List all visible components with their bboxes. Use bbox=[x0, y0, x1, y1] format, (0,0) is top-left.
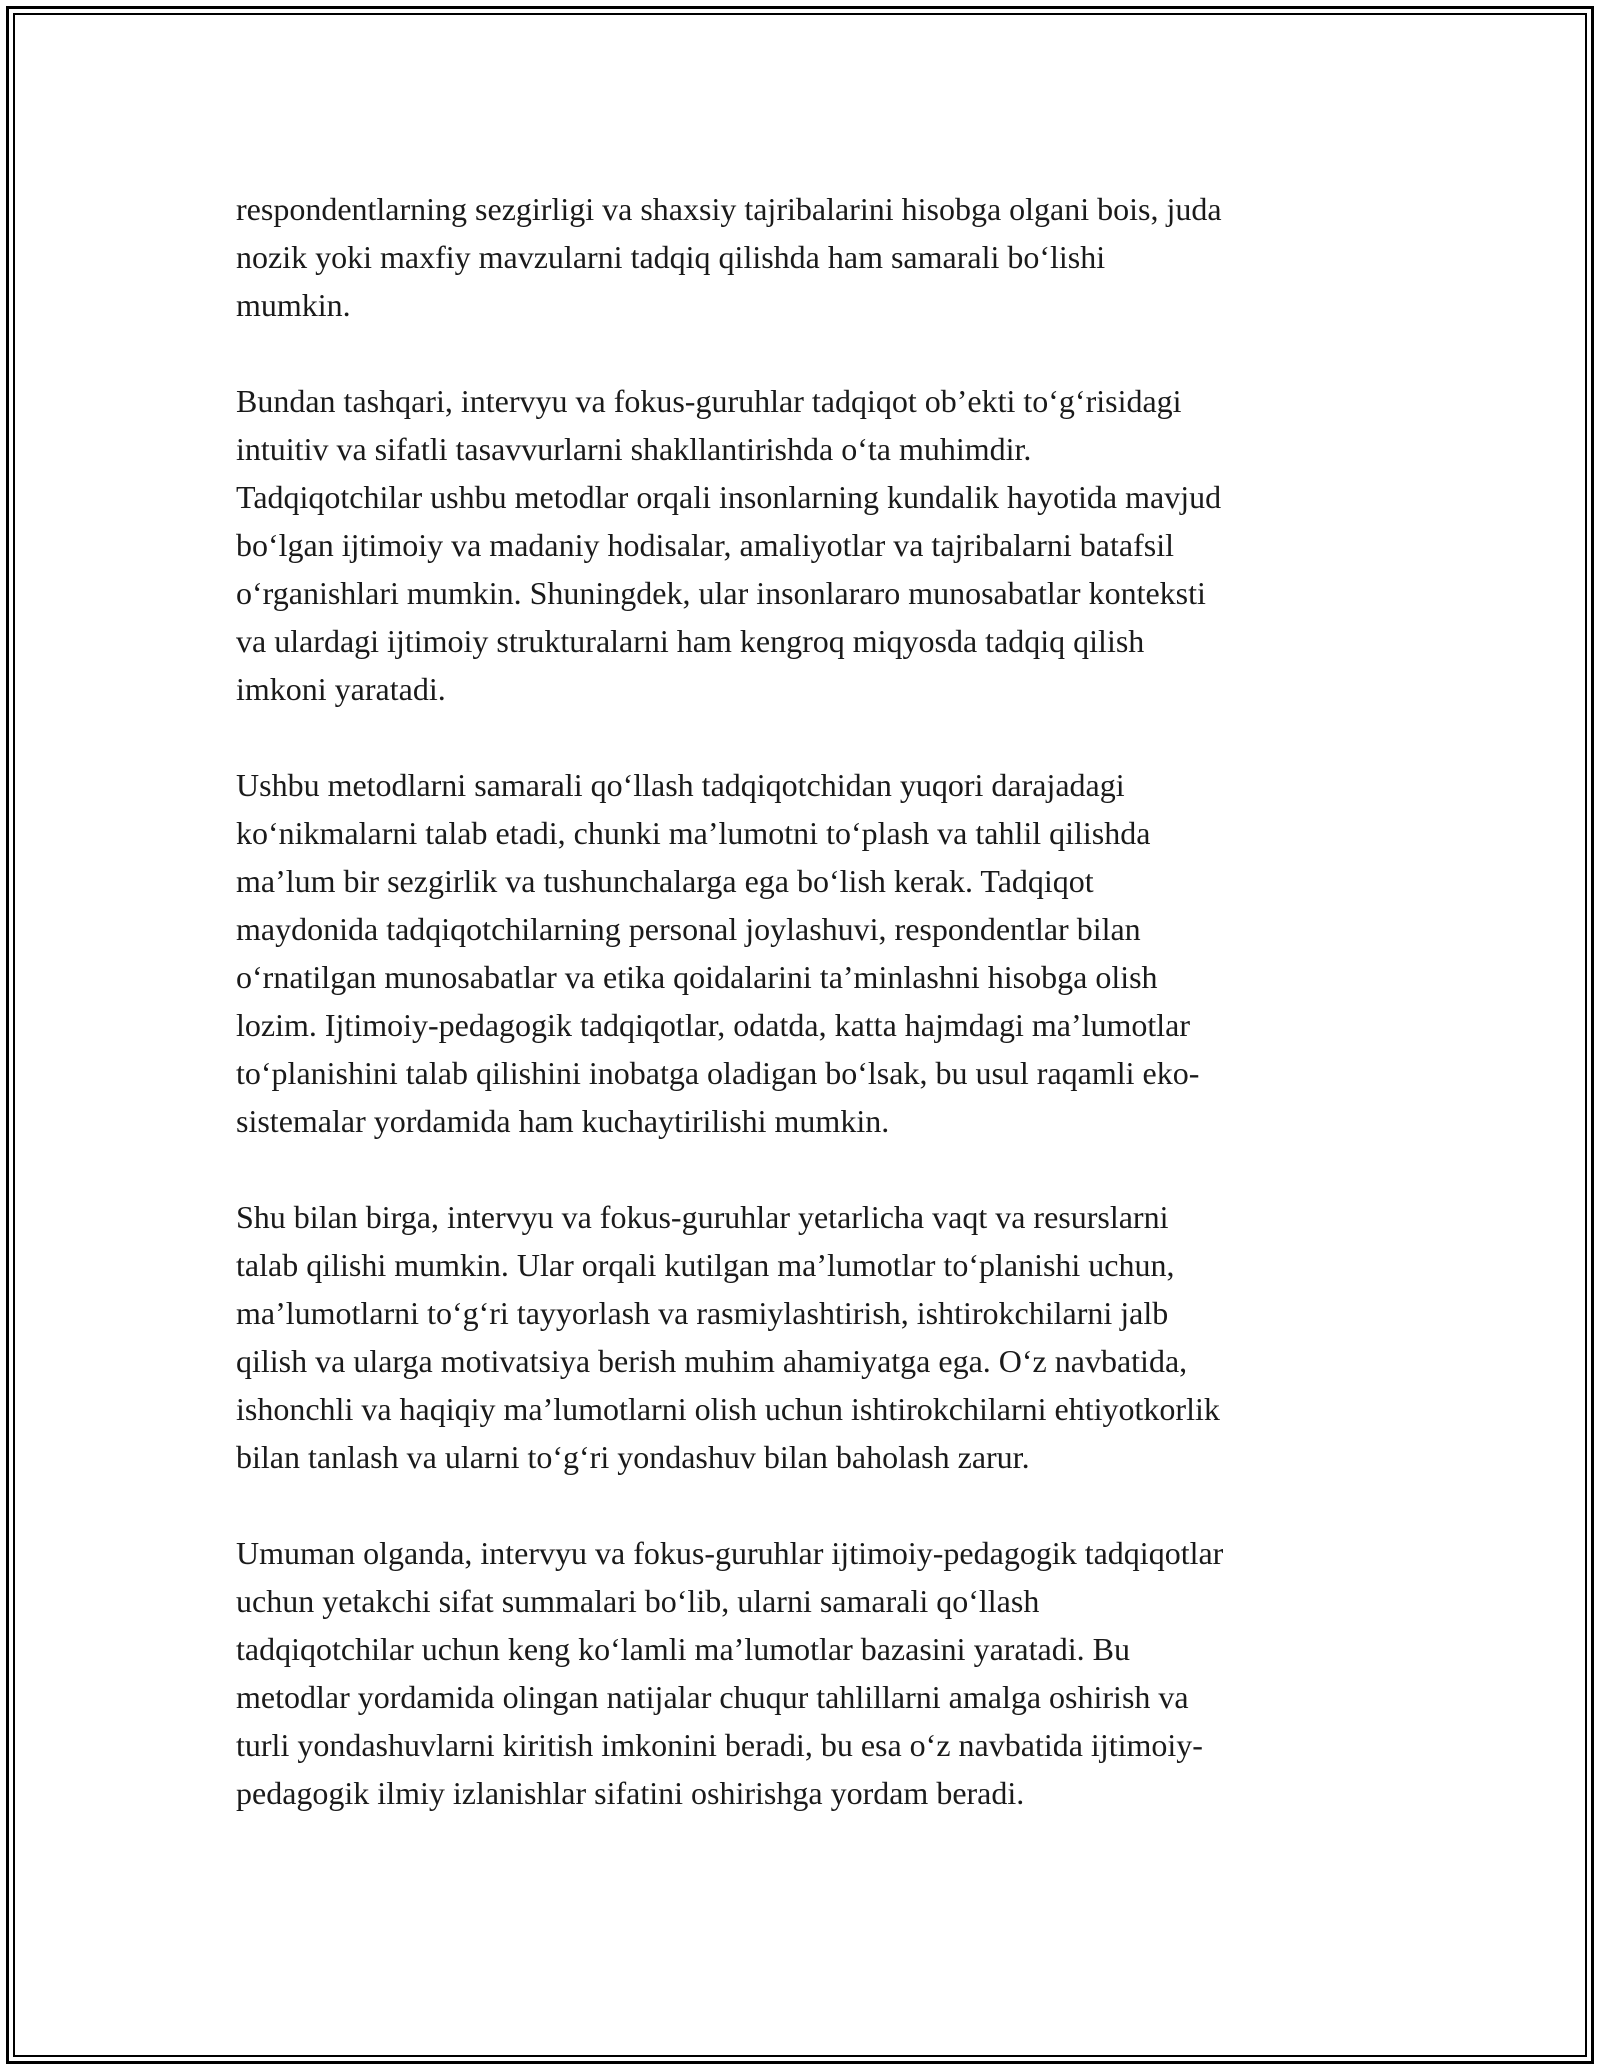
text-line: Ushbu metodlarni samarali qo‘llash tadqiqotchidan yuqori darajadagi bbox=[236, 767, 1125, 803]
text-line: mumkin. bbox=[236, 287, 351, 323]
text-line: qilish va ularga motivatsiya berish muhim ahamiyatga ega. O‘z navbatida, bbox=[236, 1343, 1188, 1379]
text-line: ko‘nikmalarni talab etadi, chunki ma’lumotni to‘plash va tahlil qilishda bbox=[236, 815, 1151, 851]
text-line: lozim. Ijtimoiy-pedagogik tadqiqotlar, odatda, katta hajmdagi ma’lumotlar bbox=[236, 1007, 1191, 1043]
paragraph bbox=[236, 1529, 1376, 1817]
text-line: pedagogik ilmiy izlanishlar sifatini oshirishga yordam beradi. bbox=[236, 1775, 1025, 1811]
document-body bbox=[236, 185, 1376, 1865]
paragraph bbox=[236, 1193, 1376, 1481]
text-line: talab qilishi mumkin. Ular orqali kutilgan ma’lumotlar to‘planishi uchun, bbox=[236, 1247, 1175, 1283]
paragraph bbox=[236, 377, 1376, 713]
text-line: uchun yetakchi sifat summalari bo‘lib, ularni samarali qo‘llash bbox=[236, 1583, 1040, 1619]
text-line: ma’lum bir sezgirlik va tushunchalarga ega bo‘lish kerak. Tadqiqot bbox=[236, 863, 1094, 899]
text-line: Bundan tashqari, intervyu va fokus-guruhlar tadqiqot ob’ekti to‘g‘risidagi bbox=[236, 383, 1182, 419]
text-line: metodlar yordamida olingan natijalar chuqur tahlillarni amalga oshirish va bbox=[236, 1679, 1189, 1715]
text-line: imkoni yaratadi. bbox=[236, 671, 446, 707]
text-line: nozik yoki maxfiy mavzularni tadqiq qilishda ham samarali bo‘lishi bbox=[236, 239, 1106, 275]
text-line: o‘rnatilgan munosabatlar va etika qoidalarini ta’minlashni hisobga olish bbox=[236, 959, 1158, 995]
text-line: bo‘lgan ijtimoiy va madaniy hodisalar, amaliyotlar va tajribalarni batafsil bbox=[236, 527, 1174, 563]
text-line: sistemalar yordamida ham kuchaytirilishi mumkin. bbox=[236, 1103, 890, 1139]
text-line: intuitiv va sifatli tasavvurlarni shakllantirishda o‘ta muhimdir. bbox=[236, 431, 1032, 467]
text-line: ishonchli va haqiqiy ma’lumotlarni olish uchun ishtirokchilarni ehtiyotkorlik bbox=[236, 1391, 1220, 1427]
paragraph bbox=[236, 761, 1376, 1145]
text-line: Tadqiqotchilar ushbu metodlar orqali insonlarning kundalik hayotida mavjud bbox=[236, 479, 1222, 515]
text-line: Umuman olganda, intervyu va fokus-guruhlar ijtimoiy-pedagogik tadqiqotlar bbox=[236, 1535, 1224, 1571]
paragraph bbox=[236, 185, 1376, 329]
text-line: va ulardagi ijtimoiy strukturalarni ham kengroq miqyosda tadqiq qilish bbox=[236, 623, 1145, 659]
text-line: Shu bilan birga, intervyu va fokus-guruhlar yetarlicha vaqt va resurslarni bbox=[236, 1199, 1169, 1235]
text-line: ma’lumotlarni to‘g‘ri tayyorlash va rasmiylashtirish, ishtirokchilarni jalb bbox=[236, 1295, 1169, 1331]
text-line: respondentlarning sezgirligi va shaxsiy tajribalarini hisobga olgani bois, juda bbox=[236, 191, 1222, 227]
text-line: o‘rganishlari mumkin. Shuningdek, ular insonlararo munosabatlar konteksti bbox=[236, 575, 1206, 611]
text-line: bilan tanlash va ularni to‘g‘ri yondashuv bilan baholash zarur. bbox=[236, 1439, 1030, 1475]
text-line: to‘planishini talab qilishini inobatga oladigan bo‘lsak, bu usul raqamli eko- bbox=[236, 1055, 1200, 1091]
text-line: turli yondashuvlarni kiritish imkonini beradi, bu esa o‘z navbatida ijtimoiy- bbox=[236, 1727, 1203, 1763]
text-line: maydonida tadqiqotchilarning personal joylashuvi, respondentlar bilan bbox=[236, 911, 1141, 947]
text-line: tadqiqotchilar uchun keng ko‘lamli ma’lumotlar bazasini yaratadi. Bu bbox=[236, 1631, 1130, 1667]
